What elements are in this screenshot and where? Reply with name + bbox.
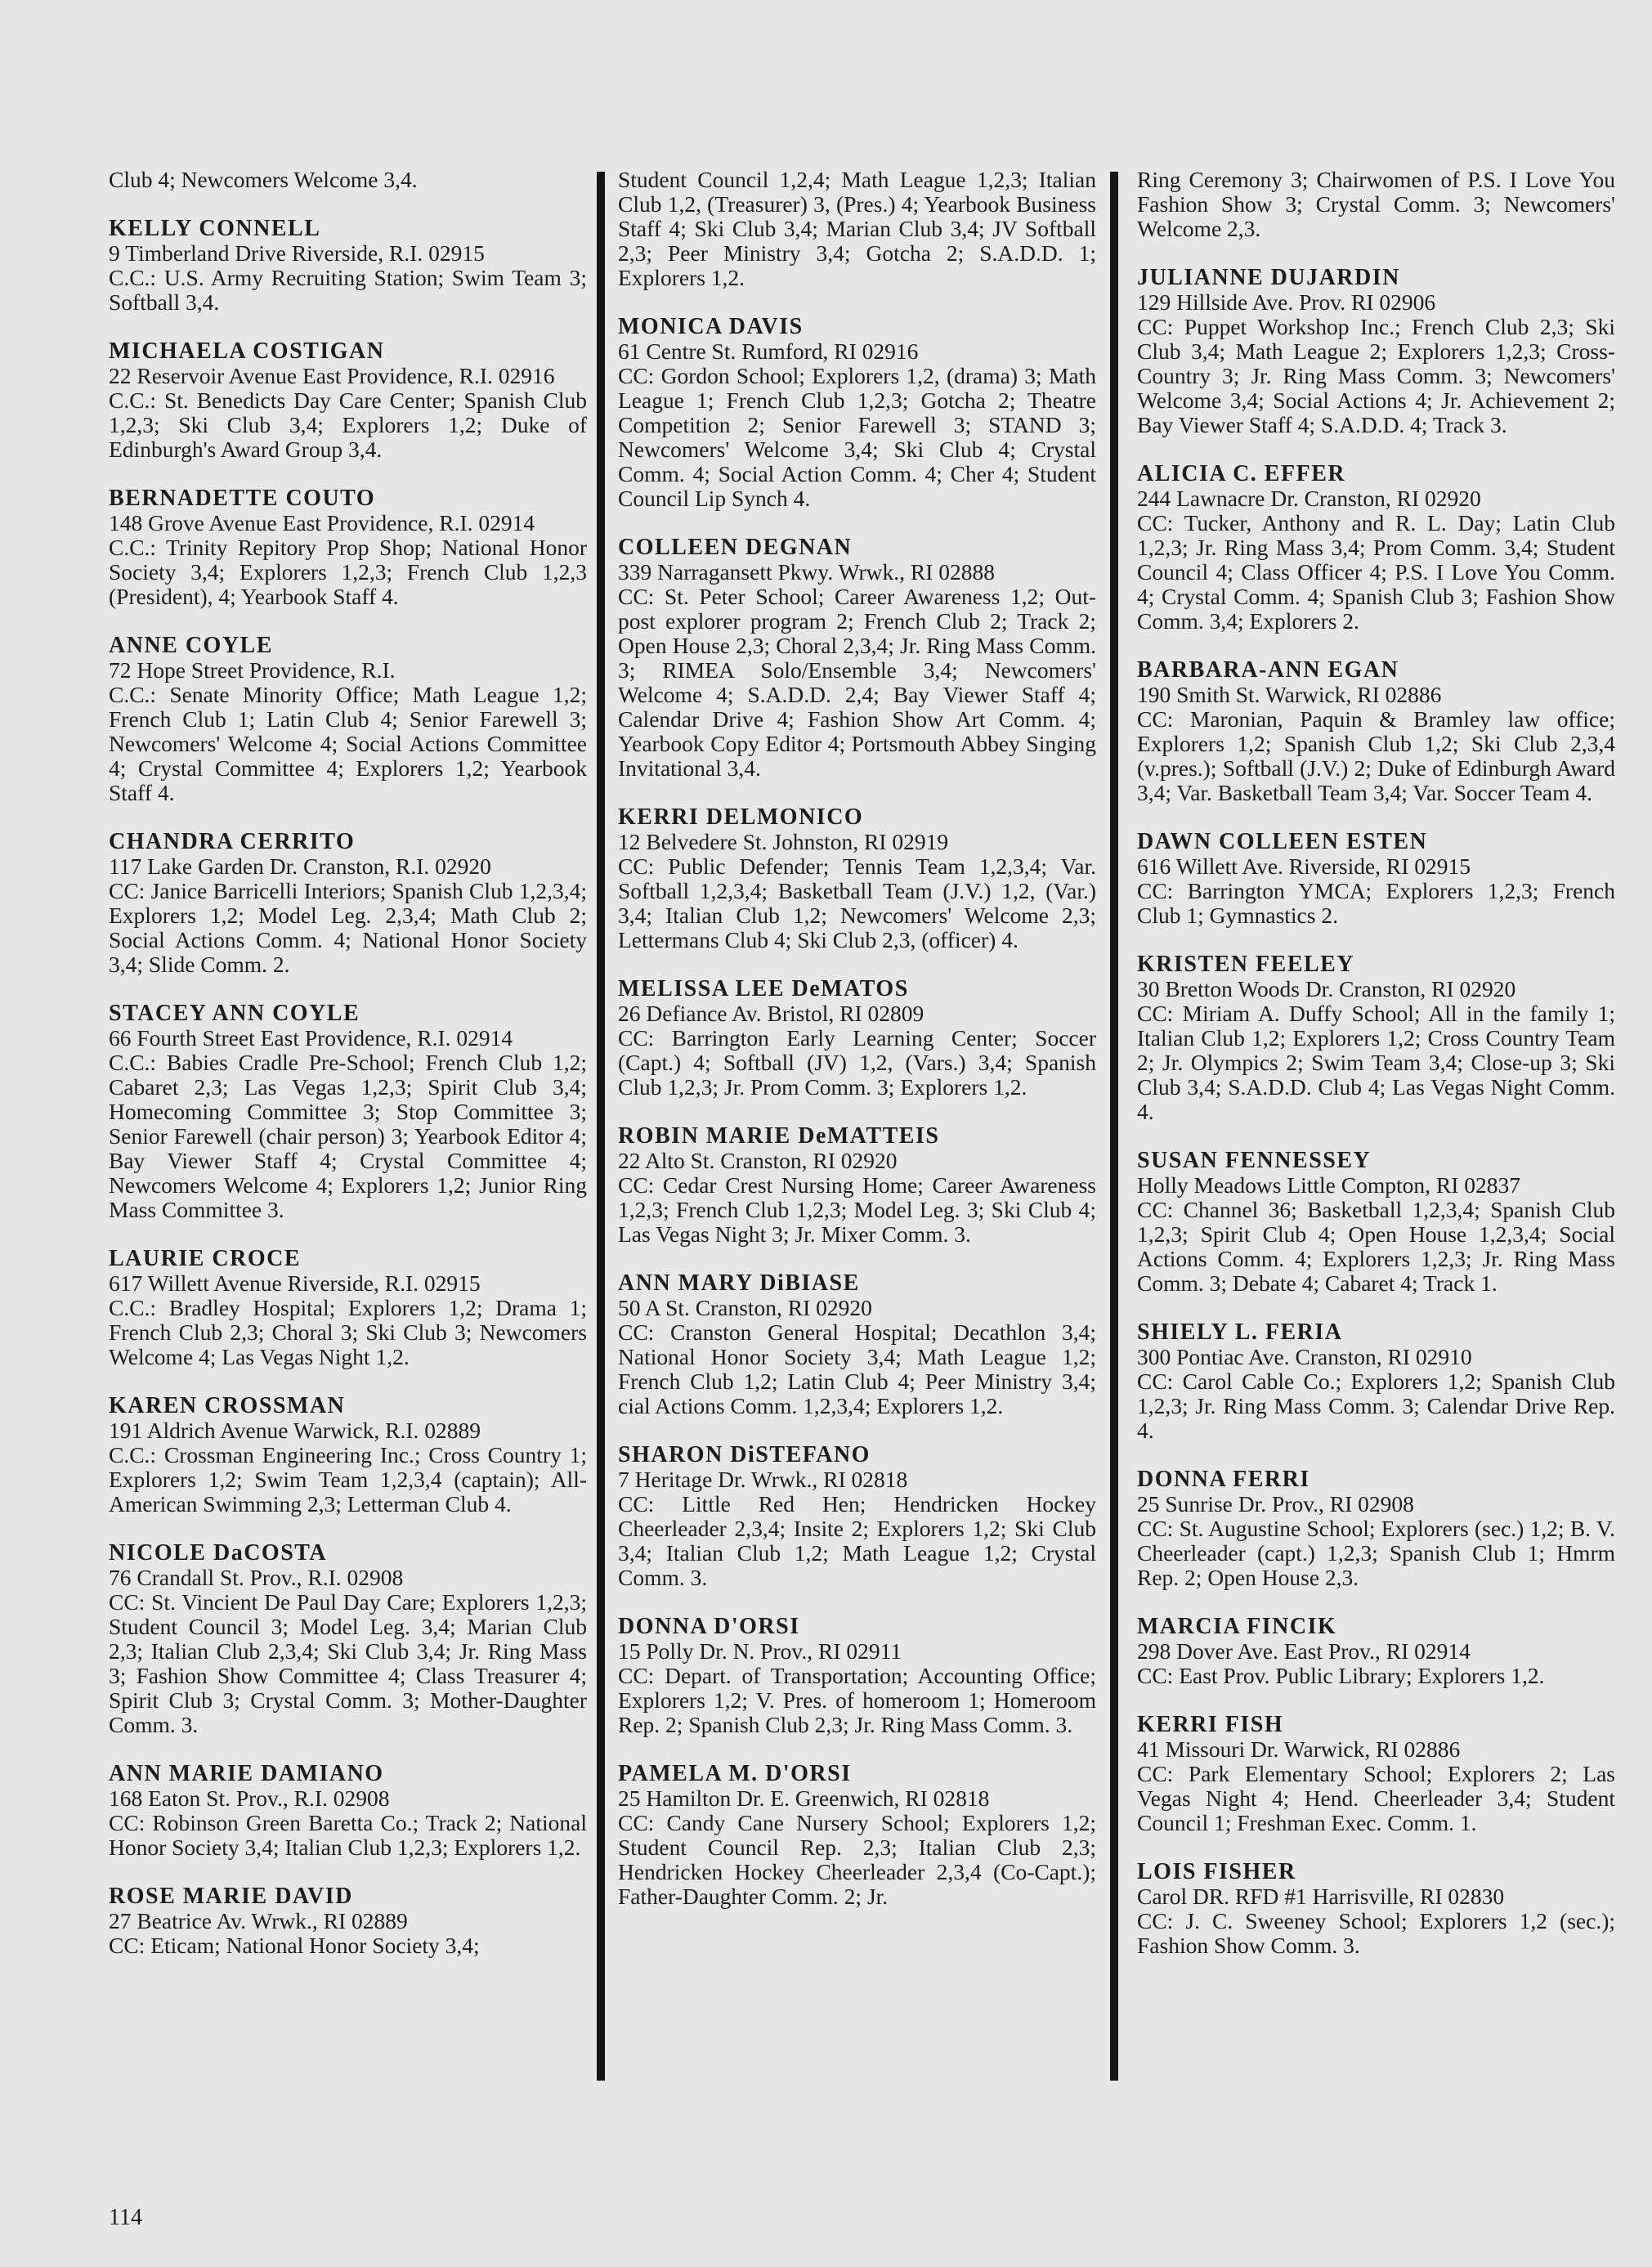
continued-text: Club 4; Newcomers Welcome 3,4. xyxy=(109,167,418,192)
student-address: 339 Narragansett Pkwy. Wrwk., RI 02888 xyxy=(618,559,995,585)
senior-entry xyxy=(618,315,1096,511)
student-name: LOIS FISHER xyxy=(1137,1859,1296,1884)
senior-entry xyxy=(618,1443,1096,1590)
senior-entry xyxy=(618,535,1096,781)
student-address: 27 Beatrice Av. Wrwk., RI 02889 xyxy=(109,1908,408,1933)
student-activities: CC: Gordon School; Explorers 1,2, (drama) 3; Math League 1; French Club 1,2,3; Gotcha 2; Theatre Competition 2; Senior Farewell 3; STAND 3; Newcomers' Welcome 3,4; Ski Club 4; Crystal Comm. 4; Social Action Comm. 4; Cher 4; Student Council Lip Synch 4. xyxy=(618,363,1096,511)
student-name: DONNA FERRI xyxy=(1137,1467,1310,1492)
student-activities: CC: St. Vincient De Paul Day Care; Explorers 1,2,3; Student Council 3; Model Leg. 3,4; Marian Club 2,3; Italian Club 2,3,4; Ski Club 3,4; Jr. Ring Mass 3; Fashion Show Committee 4; Class Treasurer 4; Spirit Club 3; Crystal Comm. 3; Mother-Daughter Comm. 3. xyxy=(109,1589,587,1737)
student-address: Carol DR. RFD #1 Harrisville, RI 02830 xyxy=(1137,1884,1505,1909)
student-address: 25 Hamilton Dr. E. Greenwich, RI 02818 xyxy=(618,1785,990,1811)
senior-entry xyxy=(1137,1713,1615,1835)
student-address: 15 Polly Dr. N. Prov., RI 02911 xyxy=(618,1638,902,1664)
senior-entry xyxy=(618,1615,1096,1737)
student-activities: CC: Little Red Hen; Hendricken Hockey Cheerleader 2,3,4; Insite 2; Explorers 1,2; Ski Club 3,4; Italian Club 1,2; Math League 1,2; Crystal Comm. 3. xyxy=(618,1491,1096,1590)
student-name: STACEY ANN COYLE xyxy=(109,1001,360,1026)
student-address: 244 Lawnacre Dr. Cranston, RI 02920 xyxy=(1137,486,1481,511)
student-activities: CC: Candy Cane Nursery School; Explorers 1,2; Student Council Rep. 2,3; Italian Club 2,3; Hendricken Hockey Cheerleader 2,3,4 (Co-Capt.); Father-Daughter Comm. 2; Jr. xyxy=(618,1810,1096,1909)
student-name: ROSE MARIE DAVID xyxy=(109,1884,353,1909)
student-name: ANN MARY DiBIASE xyxy=(618,1270,860,1296)
student-address: 22 Alto St. Cranston, RI 02920 xyxy=(618,1148,898,1173)
student-name: NICOLE DaCOSTA xyxy=(109,1540,328,1566)
student-name: ROBIN MARIE DeMATTEIS xyxy=(618,1123,940,1149)
senior-entry xyxy=(109,486,587,609)
column-2 xyxy=(618,168,1096,1933)
student-name: JULIANNE DUJARDIN xyxy=(1137,265,1400,290)
student-name: PAMELA M. D'ORSI xyxy=(618,1761,852,1786)
senior-entry xyxy=(109,1394,587,1517)
page-number: 114 xyxy=(109,2205,142,2230)
student-activities: C.C.: Bradley Hospital; Explorers 1,2; Drama 1; French Club 2,3; Choral 3; Ski Club 3; Newcomers Welcome 4; Las Vegas Night 1,2. xyxy=(109,1295,587,1369)
student-address: 41 Missouri Dr. Warwick, RI 02886 xyxy=(1137,1736,1461,1762)
senior-entry xyxy=(1137,830,1615,928)
student-name: COLLEEN DEGNAN xyxy=(618,535,853,560)
student-activities: C.C.: Crossman Engineering Inc.; Cross Country 1; Explorers 1,2; Swim Team 1,2,3,4 (captain); All-American Swimming 2,3; Letterman Club 4. xyxy=(109,1442,587,1517)
student-name: SHIELY L. FERIA xyxy=(1137,1319,1343,1345)
student-activities: CC: Tucker, Anthony and R. L. Day; Latin Club 1,2,3; Jr. Ring Mass 3,4; Prom Comm. 3,4; Student Council 4; Class Officer 4; P.S. I Love You Comm. 4; Crystal Comm. 4; Spanish Club 3; Fashion Show Comm. 3,4; Explorers 2. xyxy=(1137,510,1615,634)
column-divider xyxy=(597,172,605,2081)
student-address: 9 Timberland Drive Riverside, R.I. 02915 xyxy=(109,240,485,266)
student-address: 66 Fourth Street East Providence, R.I. 02914 xyxy=(109,1025,513,1051)
student-name: DONNA D'ORSI xyxy=(618,1614,800,1639)
senior-entry xyxy=(1137,266,1615,437)
student-activities: CC: Depart. of Transportation; Accounting Office; Explorers 1,2; V. Pres. of homeroom 1; Homeroom Rep. 2; Spanish Club 2,3; Jr. Ring Mass Comm. 3. xyxy=(618,1663,1096,1737)
student-name: BERNADETTE COUTO xyxy=(109,486,376,511)
student-activities: CC: Cedar Crest Nursing Home; Career Awareness 1,2,3; French Club 1,2,3; Model Leg. 3; Ski Club 4; Las Vegas Night 3; Jr. Mixer Comm. 3. xyxy=(618,1172,1096,1247)
student-address: 616 Willett Ave. Riverside, RI 02915 xyxy=(1137,853,1471,879)
continued-text: Student Council 1,2,4; Math League 1,2,3; Italian Club 1,2, (Treasurer) 3, (Pres.) 4; Yearbook Business Staff 4; Ski Club 3,4; Marian Club 3,4; JV Softball 2,3; Peer Ministry 3,4; Gotcha 2; S.A.D.D. 1; Explorers 1,2. xyxy=(618,167,1096,290)
student-address: 7 Heritage Dr. Wrwk., RI 02818 xyxy=(618,1467,908,1492)
student-name: KERRI DELMONICO xyxy=(618,804,864,830)
student-name: KAREN CROSSMAN xyxy=(109,1393,346,1418)
student-name: MELISSA LEE DeMATOS xyxy=(618,976,909,1001)
student-address: 148 Grove Avenue East Providence, R.I. 02914 xyxy=(109,510,535,535)
senior-entry xyxy=(1137,1615,1615,1688)
student-activities: CC: Public Defender; Tennis Team 1,2,3,4; Var. Softball 1,2,3,4; Basketball Team (J.V.) 1,2, (Var.) 3,4; Italian Club 1,2; Newcomers' Welcome 2,3; Lettermans Club 4; Ski Club 2,3, (officer) 4. xyxy=(618,853,1096,952)
student-address: 26 Defiance Av. Bristol, RI 02809 xyxy=(618,1001,924,1026)
student-address: 190 Smith St. Warwick, RI 02886 xyxy=(1137,682,1442,707)
student-name: KERRI FISH xyxy=(1137,1712,1284,1737)
column-3 xyxy=(1137,168,1615,1983)
student-activities: CC: St. Augustine School; Explorers (sec.) 1,2; B. V. Cheerleader (capt.) 1,2,3; Spanish Club 1; Hmrm Rep. 2; Open House 2,3. xyxy=(1137,1516,1615,1590)
student-address: 30 Bretton Woods Dr. Cranston, RI 02920 xyxy=(1137,976,1516,1001)
student-activities: CC: East Prov. Public Library; Explorers 1,2. xyxy=(1137,1663,1545,1688)
student-activities: CC: Janice Barricelli Interiors; Spanish Club 1,2,3,4; Explorers 1,2; Model Leg. 2,3,4; Math Club 2; Social Actions Comm. 4; National Honor Society 3,4; Slide Comm. 2. xyxy=(109,878,587,977)
senior-entry xyxy=(109,1247,587,1369)
student-activities: CC: Barrington Early Learning Center; Soccer (Capt.) 4; Softball (JV) 1,2, (Vars.) 3,4; Spanish Club 1,2,3; Jr. Prom Comm. 3; Explorers 1,2. xyxy=(618,1025,1096,1100)
senior-entry xyxy=(1137,1320,1615,1443)
student-activities: CC: J. C. Sweeney School; Explorers 1,2 (sec.); Fashion Show Comm. 3. xyxy=(1137,1908,1615,1958)
student-address: 61 Centre St. Rumford, RI 02916 xyxy=(618,338,919,364)
student-activities: CC: Puppet Workshop Inc.; French Club 2,3; Ski Club 3,4; Math League 2; Explorers 1,2,3; Cross-Country 3; Jr. Ring Mass Comm. 3; Newcomers' Welcome 3,4; Social Actions 4; Jr. Achievement 2; Bay Viewer Staff 4; S.A.D.D. 4; Track 3. xyxy=(1137,314,1615,437)
student-address: 298 Dover Ave. East Prov., RI 02914 xyxy=(1137,1638,1471,1664)
student-address: 300 Pontiac Ave. Cranston, RI 02910 xyxy=(1137,1344,1472,1369)
student-address: 50 A St. Cranston, RI 02920 xyxy=(618,1295,872,1320)
senior-entry xyxy=(1137,952,1615,1124)
senior-entry xyxy=(1137,658,1615,805)
student-activities: C.C.: Babies Cradle Pre-School; French Club 1,2; Cabaret 2,3; Las Vegas 1,2,3; Spirit Club 3,4; Homecoming Committee 3; Stop Committee 3; Senior Farewell (chair person) 3; Yearbook Editor 4; Bay Viewer Staff 4; Crystal Committee 4; Newcomers Welcome 4; Explorers 1,2; Junior Ring Mass Committee 3. xyxy=(109,1050,587,1222)
student-address: 12 Belvedere St. Johnston, RI 02919 xyxy=(618,829,949,854)
senior-entry xyxy=(109,830,587,977)
student-activities: CC: Barrington YMCA; Explorers 1,2,3; French Club 1; Gymnastics 2. xyxy=(1137,878,1615,928)
senior-entry xyxy=(1137,462,1615,634)
student-name: ALICIA C. EFFER xyxy=(1137,461,1346,486)
student-address: 617 Willett Avenue Riverside, R.I. 02915 xyxy=(109,1270,481,1296)
student-name: LAURIE CROCE xyxy=(109,1246,302,1271)
senior-entry xyxy=(618,805,1096,952)
student-name: MICHAELA COSTIGAN xyxy=(109,338,385,364)
student-activities: C.C.: U.S. Army Recruiting Station; Swim Team 3; Softball 3,4. xyxy=(109,265,587,315)
student-activities: CC: Robinson Green Baretta Co.; Track 2; National Honor Society 3,4; Italian Club 1,2,3; Explorers 1,2. xyxy=(109,1810,587,1860)
student-name: ANNE COYLE xyxy=(109,633,273,658)
student-address: 168 Eaton St. Prov., R.I. 02908 xyxy=(109,1785,390,1811)
senior-entry xyxy=(618,977,1096,1100)
student-activities: CC: St. Peter School; Career Awareness 1,2; Out-post explorer program 2; French Club 2; Track 2; Open House 2,3; Choral 2,3,4; Jr. Ring Mass Comm. 3; RIMEA Solo/Ensemble 3,4; Newcomers' Welcome 4; S.A.D.D. 2,4; Bay Viewer Staff 4; Calendar Drive 4; Fashion Show Art Comm. 4; Yearbook Copy Editor 4; Portsmouth Abbey Singing Invitational 3,4. xyxy=(618,584,1096,781)
student-address: 129 Hillside Ave. Prov. RI 02906 xyxy=(1137,289,1436,315)
student-name: BARBARA-ANN EGAN xyxy=(1137,657,1399,683)
senior-entry xyxy=(1137,1149,1615,1296)
student-activities: CC: Maronian, Paquin & Bramley law office; Explorers 1,2; Spanish Club 1,2; Ski Club 2,3,4 (v.pres.); Softball (J.V.) 2; Duke of Edinburgh Award 3,4; Var. Basketball Team 3,4; Var. Soccer Team 4. xyxy=(1137,706,1615,805)
student-name: SHARON DiSTEFANO xyxy=(618,1442,871,1467)
student-name: MARCIA FINCIK xyxy=(1137,1614,1337,1639)
student-address: 25 Sunrise Dr. Prov., RI 02908 xyxy=(1137,1491,1414,1517)
student-activities: CC: Park Elementary School; Explorers 2; Las Vegas Night 4; Hend. Cheerleader 3,4; Student Council 1; Freshman Exec. Comm. 1. xyxy=(1137,1761,1615,1835)
senior-entry xyxy=(109,634,587,805)
column-divider xyxy=(1110,172,1118,2081)
senior-entry xyxy=(618,1271,1096,1418)
senior-entry xyxy=(109,1762,587,1860)
senior-entry xyxy=(109,1001,587,1222)
student-address: 117 Lake Garden Dr. Cranston, R.I. 02920 xyxy=(109,853,491,879)
senior-entry xyxy=(1137,1860,1615,1958)
student-address: 76 Crandall St. Prov., R.I. 02908 xyxy=(109,1565,404,1590)
continued-text: Ring Ceremony 3; Chairwomen of P.S. I Love You Fashion Show 3; Crystal Comm. 3; Newcomers' Welcome 2,3. xyxy=(1137,167,1615,241)
student-address: 72 Hope Street Providence, R.I. xyxy=(109,657,396,683)
student-activities: C.C.: Senate Minority Office; Math League 1,2; French Club 1; Latin Club 4; Senior Farewell 3; Newcomers' Welcome 4; Social Actions Committee 4; Crystal Committee 4; Explorers 1,2; Yearbook Staff 4. xyxy=(109,682,587,805)
student-name: SUSAN FENNESSEY xyxy=(1137,1148,1372,1173)
student-address: Holly Meadows Little Compton, RI 02837 xyxy=(1137,1172,1521,1198)
senior-entry xyxy=(109,217,587,315)
student-name: KRISTEN FEELEY xyxy=(1137,952,1355,977)
senior-entry xyxy=(109,1884,587,1958)
student-activities: CC: Channel 36; Basketball 1,2,3,4; Spanish Club 1,2,3; Spirit Club 4; Open House 1,2,3,4; Social Actions Comm. 4; Explorers 1,2,3; Jr. Ring Mass Comm. 3; Debate 4; Cabaret 4; Track 1. xyxy=(1137,1197,1615,1296)
column-1 xyxy=(109,168,587,1983)
student-name: CHANDRA CERRITO xyxy=(109,829,356,854)
student-activities: CC: Carol Cable Co.; Explorers 1,2; Spanish Club 1,2,3; Jr. Ring Mass Comm. 3; Calendar Drive Rep. 4. xyxy=(1137,1369,1615,1443)
student-activities: C.C.: Trinity Repitory Prop Shop; National Honor Society 3,4; Explorers 1,2,3; French Club 1,2,3 (President), 4; Yearbook Staff 4. xyxy=(109,535,587,609)
senior-entry xyxy=(1137,1467,1615,1590)
student-activities: CC: Miriam A. Duffy School; All in the family 1; Italian Club 1,2; Explorers 1,2; Cross Country Team 2; Jr. Olympics 2; Swim Team 3,4; Close-up 3; Ski Club 3,4; S.A.D.D. Club 4; Las Vegas Night Comm. 4. xyxy=(1137,1001,1615,1124)
student-name: ANN MARIE DAMIANO xyxy=(109,1761,384,1786)
senior-entry xyxy=(618,1762,1096,1909)
student-name: MONICA DAVIS xyxy=(618,314,804,339)
senior-entry xyxy=(618,1124,1096,1247)
student-address: 22 Reservoir Avenue East Providence, R.I. 02916 xyxy=(109,363,555,388)
student-address: 191 Aldrich Avenue Warwick, R.I. 02889 xyxy=(109,1418,481,1443)
student-name: DAWN COLLEEN ESTEN xyxy=(1137,829,1428,854)
student-name: KELLY CONNELL xyxy=(109,216,321,241)
student-activities: CC: Cranston General Hospital; Decathlon 3,4; National Honor Society 3,4; Math League 1,2; French Club 1,2; Latin Club 4; Peer Ministry 3,4; cial Actions Comm. 1,2,3,4; Explorers 1,2. xyxy=(618,1319,1096,1418)
student-activities: CC: Eticam; National Honor Society 3,4; xyxy=(109,1933,480,1958)
student-activities: C.C.: St. Benedicts Day Care Center; Spanish Club 1,2,3; Ski Club 3,4; Explorers 1,2; Duke of Edinburgh's Award Group 3,4. xyxy=(109,388,587,462)
senior-entry xyxy=(109,339,587,462)
senior-entry xyxy=(109,1541,587,1737)
